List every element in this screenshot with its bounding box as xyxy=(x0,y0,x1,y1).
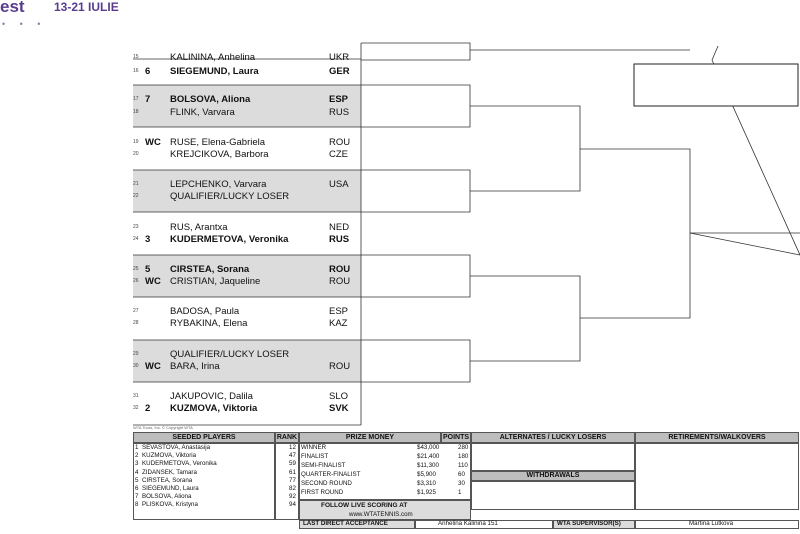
draw-player-name: BOLSOVA, Aliona xyxy=(170,94,251,105)
draw-seed xyxy=(145,191,167,203)
seeded-rank: 82 xyxy=(289,485,296,492)
brand-logo: est xyxy=(0,0,25,16)
seeded-number: 3 xyxy=(135,460,139,468)
draw-player-name: LEPCHENKO, Varvara xyxy=(170,179,267,190)
draw-line-number: 21 xyxy=(133,181,139,187)
seeded-number: 7 xyxy=(135,493,139,501)
draw-player-country: ROU xyxy=(329,137,351,148)
draw-line-number: 28 xyxy=(133,320,139,326)
draw-seed xyxy=(145,306,167,318)
follow-url[interactable]: www.WTATENNIS.com xyxy=(349,511,413,518)
draw-player-name: RYBAKINA, Elena xyxy=(170,318,248,329)
retirements-header: RETIREMENTS/WALKOVERS xyxy=(635,432,799,443)
draw-player-country: NED xyxy=(329,222,350,233)
draw-player-country: SVK xyxy=(329,403,349,414)
prize-money: $3,310 xyxy=(417,480,436,487)
prize-points: 30 xyxy=(458,480,465,487)
draw-seed xyxy=(145,149,167,161)
draw-player-country: USA xyxy=(329,179,349,190)
prize-header: PRIZE MONEY xyxy=(299,432,441,443)
draw-player-name: QUALIFIER/LUCKY LOSER xyxy=(170,349,290,360)
prize-round: QUARTER-FINALIST xyxy=(301,471,361,478)
prize-money: $5,900 xyxy=(417,471,436,478)
alternates-block xyxy=(471,443,635,471)
prize-money: $21,400 xyxy=(417,453,440,460)
draw-player-country: CZE xyxy=(329,149,348,160)
draw-seed: 6 xyxy=(145,66,151,77)
lda-label: LAST DIRECT ACCEPTANCE xyxy=(303,520,388,527)
seeded-player-name: SIEGEMUND, Laura xyxy=(142,485,199,492)
tournament-dates: 13-21 IULIE xyxy=(54,0,119,14)
draw-line-number: 29 xyxy=(133,351,139,357)
prize-points: 60 xyxy=(458,471,465,478)
draw-line-number: 20 xyxy=(133,151,139,157)
seeded-header: SEEDED PLAYERS xyxy=(133,432,275,443)
draw-line-number: 26 xyxy=(133,278,139,284)
draw-seed: WC xyxy=(145,361,161,372)
withdrawals-header: WITHDRAWALS xyxy=(471,471,635,481)
draw-seed xyxy=(145,52,167,64)
draw-player-country: UKR xyxy=(329,52,350,63)
fine-print: WTA Tours, Inc. © Copyright WTA xyxy=(133,425,193,430)
alternates-header: ALTERNATES / LUCKY LOSERS xyxy=(471,432,635,443)
seeded-player-name: SEVASTOVA, Anastasija xyxy=(142,444,211,451)
draw-line-number: 24 xyxy=(133,236,139,242)
seeded-number: 6 xyxy=(135,485,139,492)
draw-seed xyxy=(145,179,167,191)
draw-line-number: 15 xyxy=(133,54,139,60)
prize-round: FIRST ROUND xyxy=(301,489,344,496)
draw-seed: 7 xyxy=(145,94,151,105)
seeded-number: 4 xyxy=(135,468,139,476)
prize-money: $11,300 xyxy=(417,462,439,469)
draw-player-name: QUALIFIER/LUCKY LOSER xyxy=(170,191,290,202)
draw-player-country: RUS xyxy=(329,234,350,245)
seeded-player-name: CIRSTEA, Sorana xyxy=(142,476,193,484)
result-box xyxy=(634,64,798,106)
follow-label: FOLLOW LIVE SCORING AT xyxy=(321,502,408,509)
prize-points: 1 xyxy=(458,489,462,496)
lda-value: Anhelina Kalinina 151 xyxy=(438,520,498,527)
draw-seed: 2 xyxy=(145,403,151,414)
seeded-number: 5 xyxy=(135,476,139,484)
draw-seed xyxy=(145,107,167,119)
draw-player-name: BADOSA, Paula xyxy=(170,306,240,317)
seeded-number: 1 xyxy=(135,444,139,451)
prize-round: FINALIST xyxy=(301,453,329,460)
draw-line-number: 31 xyxy=(133,393,139,399)
draw-player-country: ROU xyxy=(329,276,351,287)
draw-seed: 3 xyxy=(145,234,151,245)
prize-points: 110 xyxy=(458,462,468,469)
prize-points: 180 xyxy=(458,453,469,460)
draw-player-name: CIRSTEA, Sorana xyxy=(170,264,250,275)
prize-round: WINNER xyxy=(301,444,327,451)
draw-player-name: FLINK, Varvara xyxy=(170,107,235,118)
draw-player-name: KREJCIKOVA, Barbora xyxy=(170,149,269,160)
draw-line-number: 19 xyxy=(133,139,139,145)
seeded-number: 2 xyxy=(135,452,139,460)
draw-player-name: RUSE, Elena-Gabriela xyxy=(170,137,266,148)
supervisor-value: Martina Lutkova xyxy=(689,520,734,527)
draw-seed xyxy=(145,349,167,361)
brand-dots-decoration: • • • xyxy=(2,19,47,29)
seeded-player-name: BOLSOVA, Aliona xyxy=(142,493,192,501)
seeded-rank: 47 xyxy=(289,452,296,460)
prize-round: SEMI-FINALIST xyxy=(301,462,346,469)
draw-player-name: JAKUPOVIC, Dalila xyxy=(170,391,253,402)
seeded-rank: 59 xyxy=(289,460,296,468)
draw-player-country: SLO xyxy=(329,391,349,402)
draw-player-name: KALININA, Anhelina xyxy=(170,52,256,63)
draw-player-country: ESP xyxy=(329,94,349,105)
withdrawals-block xyxy=(471,481,635,510)
seeded-player-name: PLISKOVA, Kristyna xyxy=(142,501,198,509)
retirements-block xyxy=(635,443,799,510)
seeded-rank: 92 xyxy=(289,493,296,501)
seeded-rank: 77 xyxy=(289,476,296,484)
draw-line-number: 27 xyxy=(133,308,139,314)
draw-player-country: RUS xyxy=(329,107,350,118)
draw-player-name: CRISTIAN, Jaqueline xyxy=(170,276,261,287)
supervisor-label: WTA SUPERVISOR(S) xyxy=(557,520,621,527)
seeded-player-name: KUDERMETOVA, Veronika xyxy=(142,460,217,468)
seeded-player-name: ZIDANSEK, Tamara xyxy=(142,468,197,476)
draw-seed xyxy=(145,222,167,234)
draw-player-name: BARA, Irina xyxy=(170,361,220,372)
draw-player-country: GER xyxy=(329,66,350,77)
draw-line-number: 16 xyxy=(133,68,139,74)
footer-info-table xyxy=(133,432,799,528)
draw-seed xyxy=(145,391,167,403)
seeded-player-name: KUZMOVA, Viktoria xyxy=(142,452,197,460)
points-header: POINTS xyxy=(442,434,470,441)
draw-line-number: 30 xyxy=(133,363,139,369)
draw-player-name: KUDERMETOVA, Veronika xyxy=(170,234,289,245)
draw-player-country: ROU xyxy=(329,361,351,372)
draw-player-country: ESP xyxy=(329,306,349,317)
draw-player-name: KUZMOVA, Viktoria xyxy=(170,403,258,414)
draw-line-number: 23 xyxy=(133,224,139,230)
seeded-rank: 61 xyxy=(289,468,296,476)
draw-line-number: 25 xyxy=(133,266,139,272)
seeded-rank: 94 xyxy=(289,501,296,509)
seeded-number: 8 xyxy=(135,501,139,509)
draw-line-number: 17 xyxy=(133,96,139,102)
prize-round: SECOND ROUND xyxy=(301,480,352,487)
prize-money: $43,000 xyxy=(417,444,440,451)
draw-line-number: 22 xyxy=(133,193,139,199)
seeded-rank: 12 xyxy=(289,444,296,451)
draw-player-name: SIEGEMUND, Laura xyxy=(170,66,259,77)
draw-player-name: RUS, Arantxa xyxy=(170,222,228,233)
draw-player-country: ROU xyxy=(329,264,351,275)
draw-line-number: 32 xyxy=(133,405,139,411)
draw-player-country: KAZ xyxy=(329,318,348,329)
draw-seed: WC xyxy=(145,276,161,287)
rank-header: RANK xyxy=(276,434,298,441)
draw-seed xyxy=(145,318,167,330)
draw-seed: 5 xyxy=(145,264,151,275)
prize-points: 280 xyxy=(458,444,469,451)
draw-seed: WC xyxy=(145,137,161,148)
draw-line-number: 18 xyxy=(133,109,139,115)
prize-money: $1,925 xyxy=(417,489,436,496)
